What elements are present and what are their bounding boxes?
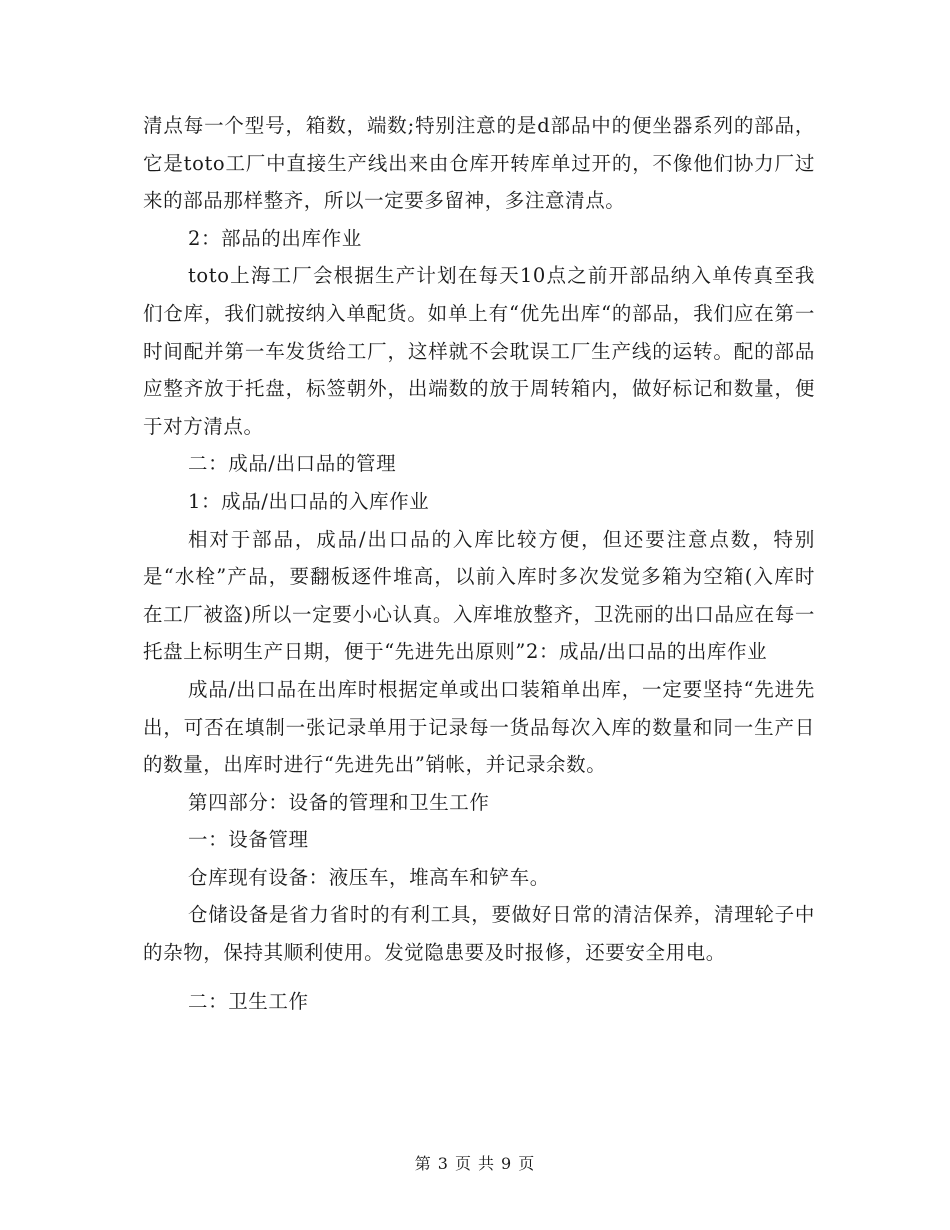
heading-part-four: 第四部分：设备的管理和卫生工作	[188, 790, 490, 814]
heading-finished-inbound: 1：成品/出口品的入库作业	[188, 489, 430, 513]
paragraph-finished-inbound: 相对于部品，成品/出口品的入库比较方便，但还要注意点数，特别是“水栓”产品，要翻板逐件堆高，以前入库时多次发觉多箱为空箱(入库时在工厂被盗)所以一定要小心认真。入库堆放整齐，卫洗丽的出口品应在每一托盘上标明生产日期，便于“先进先出原则”2：成品/出口品的出库作业	[143, 527, 815, 664]
page-body	[143, 107, 815, 1020]
page-footer	[0, 1151, 950, 1174]
paragraph-equipment-care: 仓储设备是省力省时的有利工具，要做好日常的清洁保养，清理轮子中的杂物，保持其顺利使用。发觉隐患要及时报修，还要安全用电。	[143, 903, 815, 965]
paragraph-equipment-list: 仓库现有设备：液压车，堆高车和铲车。	[188, 865, 550, 889]
paragraph-parts-outbound: toto上海工厂会根据生产计划在每天10点之前开部品纳入单传真至我们仓库，我们就按纳入单配货。如单上有“优先出库“的部品，我们应在第一时间配并第一车发货给工厂，这样就不会耽误工厂生产线的运转。配的部品应整齐放于托盘，标签朝外，出端数的放于周转箱内，做好标记和数量，便于对方清点。	[143, 264, 815, 438]
footer-middle: 页 共	[454, 1154, 496, 1173]
footer-total-pages: 9	[501, 1154, 513, 1173]
paragraph-finished-outbound: 成品/出口品在出库时根据定单或出口装箱单出库，一定要坚持“先进先出，可否在填制一张记录单用于记录每一货品每次入库的数量和同一生产日的数量，出库时进行“先进先出”销帐，并记录余数。	[143, 677, 815, 777]
paragraph-counting-notes: 清点每一个型号，箱数，端数;特别注意的是d部品中的便坐器系列的部品，它是toto工厂中直接生产线出来由仓库开转库单过开的，不像他们协力厂过来的部品那样整齐，所以一定要多留神，多注意清点。	[143, 114, 815, 213]
heading-finished-goods: 二：成品/出口品的管理	[188, 452, 397, 476]
footer-prefix: 第	[414, 1154, 432, 1173]
heading-parts-outbound: 2：部品的出库作业	[188, 226, 362, 250]
footer-page-number: 3	[437, 1154, 449, 1173]
footer-suffix: 页	[518, 1154, 536, 1173]
heading-equipment: 一：设备管理	[188, 828, 309, 852]
heading-hygiene: 二：卫生工作	[188, 989, 309, 1013]
